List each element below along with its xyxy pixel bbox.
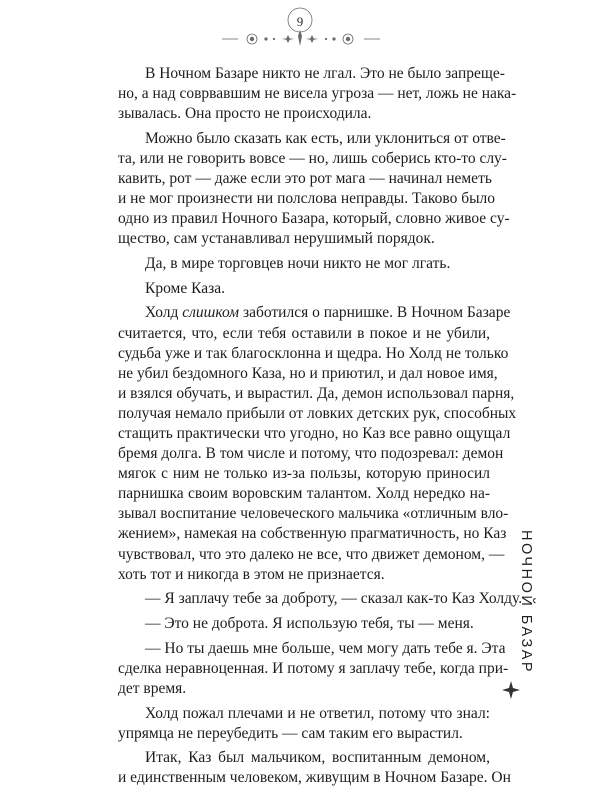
paragraph [118, 614, 490, 634]
text-line: — Это не доброта. Я использую тебя, ты — меня. [145, 615, 474, 632]
ornament-star-left [282, 35, 294, 43]
text-line: Итак, Каз был мальчиком, воспитанным демоном, [145, 749, 490, 767]
body-text [118, 64, 523, 793]
running-head: НОЧНОЙ БАЗАР [518, 530, 534, 675]
text-line: сделка неравноценная. И потому я заплачу тебе, когда при- [118, 659, 509, 677]
text-line: кавить, рот — даже если это рот мага — начинал неметь [118, 170, 492, 188]
ornament-dot-left [250, 37, 254, 41]
text-line: упрямца не переубедить — сам таким его вырастил. [118, 724, 463, 742]
ornament-star-right [306, 35, 318, 43]
paragraph [118, 748, 511, 788]
text-line: не убил бездомного Каза, но и приютил, и дал новое имя, [118, 364, 498, 382]
text-line: зывалась. Она просто не происходила. [118, 105, 372, 123]
text-line: и взялся обучать, и вырастил. Да, демон использовал парня, [118, 384, 515, 402]
ornament-drop [298, 30, 302, 46]
text-line: бремя долга. В том числе и потому, что подозревал: демон [118, 445, 504, 463]
paragraph [118, 704, 490, 744]
paragraph [118, 639, 509, 699]
text-line: Можно было сказать как есть, или уклониться от отве- [145, 129, 506, 147]
celestial-ornament-icon [0, 0, 600, 60]
text-line: дет время. [118, 679, 187, 697]
text-line: щество, сам устанавливал нерушимый порядок. [118, 230, 435, 248]
text-line: и не мог произнести ни полслова неправды. Таково было [118, 190, 496, 208]
paragraph [118, 254, 490, 274]
text-line: В Ночном Базаре никто не лгал. Это не было запреще- [145, 65, 505, 82]
text-line: жением», намекая на собственную прагматичность, но Каз [118, 525, 507, 543]
text-line: но, а над соврвавшим не висела угроза — нет, ложь не нака- [118, 85, 517, 103]
text-line: хоть тот и никогда в этом не признается. [118, 565, 385, 583]
text-line: мягок с ним не только из-за пользы, которую приносил [118, 465, 490, 483]
paragraph [118, 279, 490, 299]
emphasis: слишком [182, 304, 240, 322]
paragraph [118, 129, 510, 250]
text-line: парнишка своим воровским талантом. Холд нередко на- [118, 485, 490, 503]
page-number: 9 [296, 14, 304, 29]
text-line: одно из правил Ночного Базара, который, словно живое су- [118, 210, 510, 228]
text-line: — Но ты даешь мне больше, чем могу дать тебе я. Эта [145, 639, 506, 657]
paragraph [118, 64, 517, 124]
text-line: та, или не говорить вовсе — но, лишь соберись кто-то слу- [118, 149, 507, 167]
text-line: стащить практически что угодно, но Каз все равно ощущал [118, 424, 511, 442]
text-line: получая немало прибыли от ловких детских рук, способных [118, 404, 517, 422]
text-line: — Я заплачу тебе за доброту, — сказал как-то Каз Холду. [145, 590, 523, 608]
ornament-dot-right [346, 37, 350, 41]
text-line: Кроме Каза. [145, 279, 225, 297]
text-line: чувствовал, что это далеко не все, что движет демоном, — [118, 545, 505, 563]
text-line: Холд слишком заботился о парнишке. В Ночном Базаре [145, 304, 511, 322]
paragraph [118, 303, 517, 584]
text-line: считается, что, если тебя оставили в покое и не убили, [118, 324, 490, 342]
text-line: Холд пожал плечами и не ответил, потому что знал: [145, 704, 490, 722]
text-line: Да, в мире торговцев ночи никто не мог лгать. [145, 255, 451, 273]
text-line: зывал воспитание человеческого мальчика «отличным вло- [118, 505, 509, 523]
text-line: судьба уже и так благосклонна и щедра. Но Холд не только [118, 344, 509, 362]
paragraph [118, 589, 523, 609]
text-line: и единственным человеком, живущим в Ночном Базаре. Он [118, 769, 511, 787]
four-point-star-icon [501, 680, 521, 700]
